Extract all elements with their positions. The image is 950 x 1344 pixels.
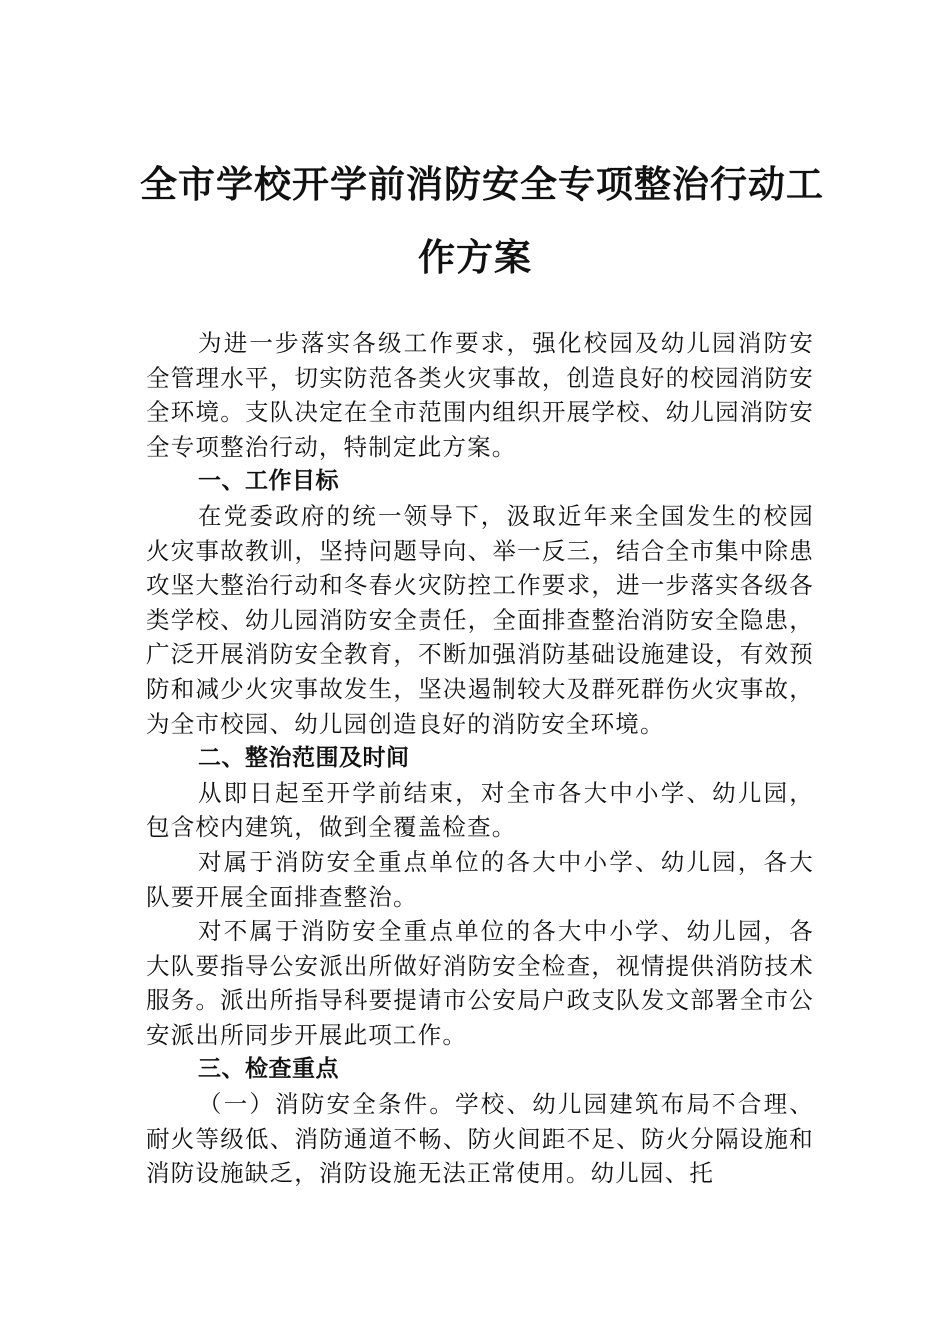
- goals-paragraph: 在党委政府的统一领导下，汲取近年来全国发生的校园火灾事故教训，坚持问题导向、举一反三，结合全市集中除患攻坚大整治行动和冬春火灾防控工作要求，进一步落实各级各类学校、幼儿园消防安全责任，全面排查整治消防安全隐患，广泛开展消防安全教育，不断加强消防基础设施建设，有效预防和减少火灾事故发生，坚决遏制较大及群死群伤火灾事故，为全市校园、幼儿园创造良好的消防安全环境。: [146, 501, 814, 738]
- document-body: [146, 326, 814, 1191]
- intro-paragraph: 为进一步落实各级工作要求，强化校园及幼儿园消防安全管理水平，切实防范各类火灾事故，创造良好的校园消防安全环境。支队决定在全市范围内组织开展学校、幼儿园消防安全专项整治行动，特制定此方案。: [146, 329, 814, 461]
- scope-paragraph-3: 对不属于消防安全重点单位的各大中小学、幼儿园，各大队要指导公安派出所做好消防安全检查，视情提供消防技术服务。派出所指导科要提请市公安局户政支队发文部署全市公安派出所同步开展此项工作。: [146, 917, 814, 1049]
- section-heading-focus: 三、检查重点: [198, 1056, 339, 1083]
- document-title-line1: 全市学校开学前消防安全专项整治行动工: [140, 162, 824, 206]
- section-heading-scope: 二、整治范围及时间: [198, 745, 410, 772]
- section-heading-goals: 一、工作目标: [198, 468, 339, 495]
- scope-paragraph-1: 从即日起至开学前结束，对全市各大中小学、幼儿园，包含校内建筑，做到全覆盖检查。: [146, 778, 814, 842]
- focus-paragraph-1: （一）消防安全条件。学校、幼儿园建筑布局不合理、耐火等级低、消防通道不畅、防火间距不足、防火分隔设施和消防设施缺乏，消防设施无法正常使用。幼儿园、托: [146, 1090, 814, 1188]
- scope-paragraph-2: 对属于消防安全重点单位的各大中小学、幼儿园，各大队要开展全面排查整治。: [146, 847, 814, 911]
- document-title-line2: 作方案: [418, 235, 532, 279]
